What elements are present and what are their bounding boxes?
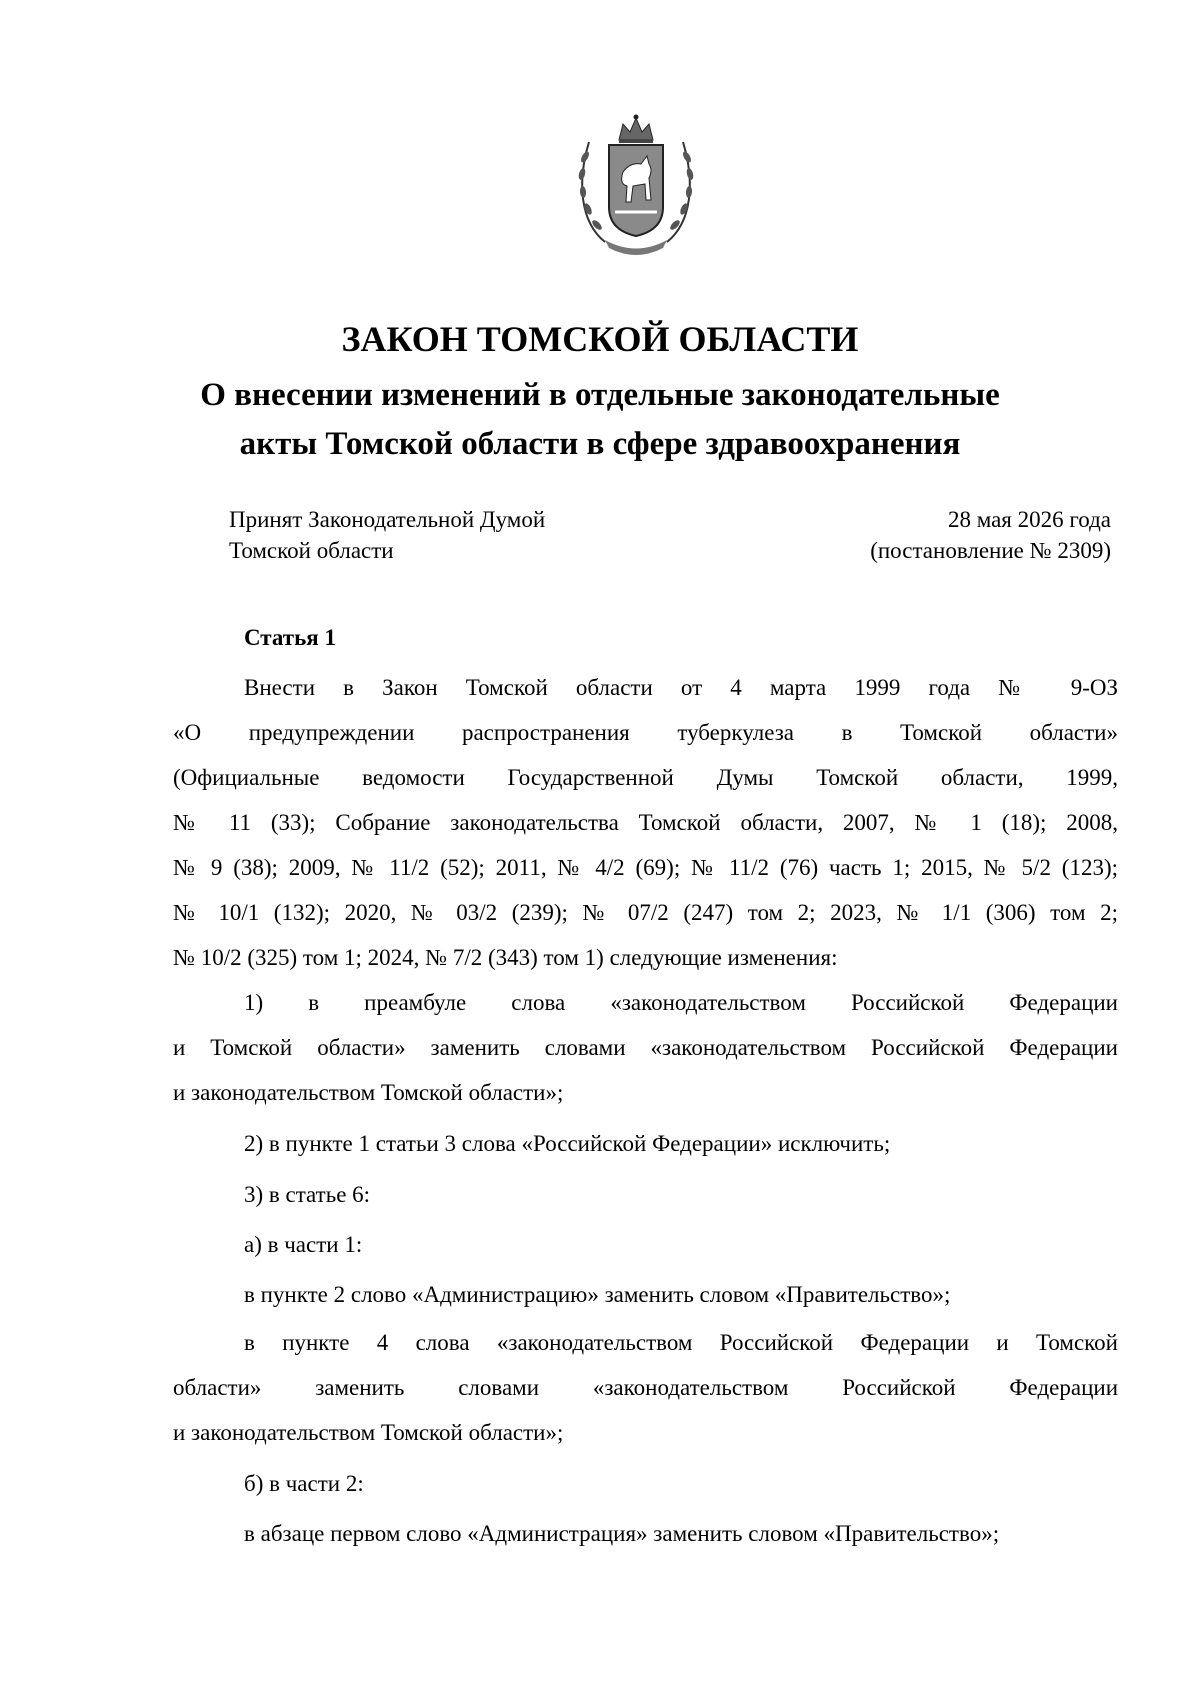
body-line: и законодательством Томской области»; bbox=[173, 1080, 564, 1105]
coat-of-arms-icon bbox=[575, 112, 697, 257]
law-title: ЗАКОН ТОМСКОЙ ОБЛАСТИ bbox=[341, 319, 859, 359]
body-line: (Официальные ведомости Государственной Думы Томской области, 1999, bbox=[173, 765, 1118, 790]
body-line: № 11 (33); Собрание законодательства Томской области, 2007, № 1 (18); 2008, bbox=[173, 810, 1118, 835]
body-line: № 10/2 (325) том 1; 2024, № 7/2 (343) том 1) следующие изменения: bbox=[173, 945, 838, 970]
body-line: № 9 (38); 2009, № 11/2 (52); 2011, № 4/2 (69); № 11/2 (76) часть 1; 2015, № 5/2 (123); bbox=[173, 855, 1118, 880]
adoption-date bbox=[870, 504, 1111, 566]
body-line: и Томской области» заменить словами «законодательством Российской Федерации bbox=[173, 1035, 1118, 1060]
law-subtitle-line: О внесении изменений в отдельные законодательные bbox=[200, 377, 1000, 413]
body-line: в абзаце первом слово «Администрация» заменить словом «Правительство»; bbox=[244, 1521, 1000, 1546]
resolution-number: (постановление № 2309) bbox=[870, 538, 1111, 563]
body-line: а) в части 1: bbox=[244, 1232, 363, 1257]
adoption-date-text: 28 мая 2026 года bbox=[947, 507, 1111, 532]
law-subtitle-line: акты Томской области в сфере здравоохранения bbox=[239, 426, 961, 462]
article-title: Статья 1 bbox=[244, 625, 336, 650]
body-line: Внести в Закон Томской области от 4 марта 1999 года № 9-ОЗ bbox=[244, 675, 1118, 700]
adopted-by bbox=[229, 504, 545, 566]
body-line: 2) в пункте 1 статьи 3 слова «Российской Федерации» исключить; bbox=[244, 1131, 891, 1156]
body-line: № 10/1 (132); 2020, № 03/2 (239); № 07/2 (247) том 2; 2023, № 1/1 (306) том 2; bbox=[173, 900, 1118, 925]
body-line: б) в части 2: bbox=[244, 1471, 364, 1496]
body-line: в пункте 4 слова «законодательством Российской Федерации и Томской bbox=[244, 1330, 1118, 1355]
adopted-by-line: Принят Законодательной Думой bbox=[229, 507, 546, 532]
body-line: в пункте 2 слово «Администрацию» заменить словом «Правительство»; bbox=[244, 1282, 951, 1307]
law-subtitle bbox=[0, 371, 1200, 469]
body-line: 3) в статье 6: bbox=[244, 1182, 371, 1207]
body-line: области» заменить словами «законодательством Российской Федерации bbox=[173, 1375, 1118, 1400]
adopted-by-line: Томской области bbox=[229, 538, 394, 563]
body-line: 1) в преамбуле слова «законодательством Российской Федерации bbox=[244, 990, 1118, 1015]
body-line: и законодательством Томской области»; bbox=[173, 1420, 564, 1445]
body-line: «О предупреждении распространения туберкулеза в Томской области» bbox=[173, 720, 1118, 745]
